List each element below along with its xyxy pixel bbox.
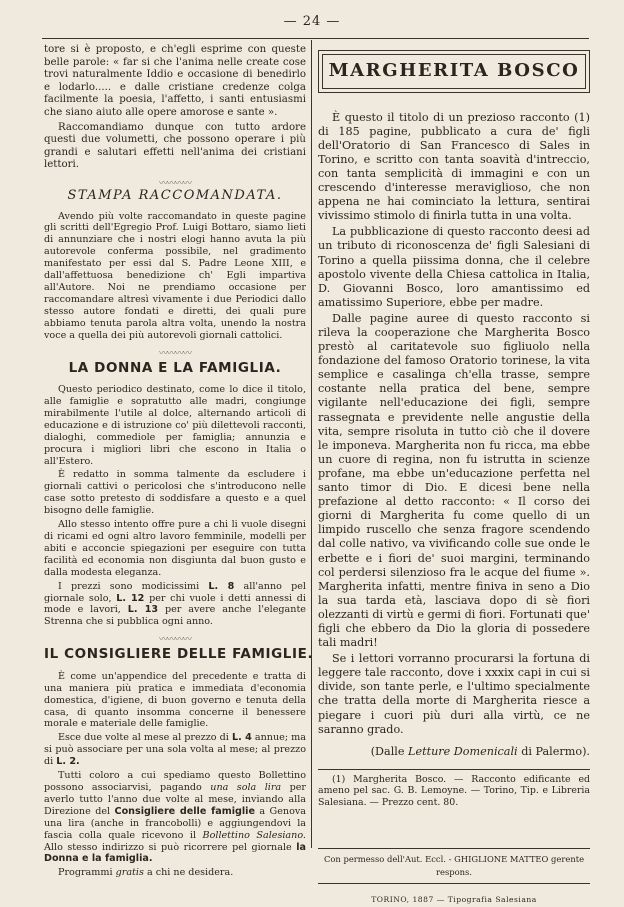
source-attribution xyxy=(318,745,590,759)
text-run: (Dalle xyxy=(370,744,405,758)
intro-paragraph-2: Raccomandiamo dunque con tutto ardore questi due volumetti, che possono operare i più grandi e salutari effetti nell'anima dei cristiani lettori. xyxy=(44,121,306,171)
bold-run: Consigliere delle famiglie xyxy=(114,805,255,817)
stampa-paragraph: Avendo più volte raccomandato in queste pagine gli scritti dell'Egregio Prof. Luigi Bottaro, siamo lieti di annunziare che i nostri elogi hanno avuta la più autorevole conferma possibile, nel gradimento manifestato per essi dal S. Padre Leone XIII, e dall'affettuosa benedizione ch' Egli impartiva all'Autore. Noi ne prendiamo occasione per raccomandare altresì vivamente i due Periodici dallo stesso autore fondati e diretti, dei quali pure abbiamo tenuta parola altra volta, unendo la nostra voce a quella dei più autorevoli giornali cattolici. xyxy=(44,210,306,341)
text-run: per avere anche l'elegante Strenna che si pubblica ogni anno. xyxy=(44,604,306,628)
text-run: a chi ne desidera. xyxy=(146,867,234,879)
article-paragraph-4: Se i lettori vorranno procurarsi la fortuna di leggere tale racconto, dove i xxxix capi in cui si divide, son tante perle, e l'ultimo specialmente che tratta della morte di Margherita riesce a piegare i cuori più duri alla virtù, ce ne saranno grado. xyxy=(318,652,590,736)
text-run: Tutti coloro a cui spediamo questo Bollettino possono associarvisi, pagando xyxy=(44,770,306,793)
text-run: Allo stesso indirizzo si può ricorrere pel giornale xyxy=(44,841,292,853)
printer-imprint: TORINO, 1887 — Tipografia Salesiana xyxy=(371,894,537,904)
text-run: Programmi xyxy=(58,867,113,879)
text-run: per chi vuole i detti annessi di mode e lavori, xyxy=(44,592,306,616)
ornament-divider: 〰〰〰〰 xyxy=(158,348,191,359)
donna-paragraph-2: È redatto in somma talmente da escludere i giornali cattivi o pericolosi che s'introducono nelle case sotto pretesto di soddisfare a questo e a quel bisogno delle famiglie. xyxy=(44,469,306,517)
price: L. 2. xyxy=(56,756,80,768)
text-run: all'anno pel giornale solo, xyxy=(44,580,306,604)
consigliere-paragraph-4 xyxy=(44,867,306,879)
text-run: annue; ma si può associare per una sola volta al mese; al prezzo di xyxy=(44,732,306,768)
donna-heading: LA DONNA E LA FAMIGLIA. xyxy=(68,359,282,376)
ornament-divider: 〰〰〰〰 xyxy=(158,635,191,646)
italic-run: una sola lira xyxy=(210,781,282,793)
text-run: a Genova una lira (anche in francobolli) e aggiungendovi la fascia colla quale ricevono il xyxy=(44,805,306,841)
price: L. 8 xyxy=(208,580,235,592)
article-title: MARGHERITA BOSCO xyxy=(322,54,586,89)
donna-paragraph-4 xyxy=(44,581,306,629)
ornament-divider: 〰〰〰〰 xyxy=(158,178,191,189)
article-paragraph-2: La pubblicazione di questo racconto deesi ad un tributo di riconoscenza de' figli Salesiani di Torino a quella piissima donna, che il celebre apostolo vivente della Chiesa cattolica in Italia, D. Giovanni Bosco, loro amantissimo ed amatissimo Superiore, ebbe per madre. xyxy=(318,225,590,309)
price: L. 13 xyxy=(127,604,159,616)
bold-run: la Donna e la famiglia. xyxy=(44,841,306,865)
article-paragraph-3: Dalle pagine auree di questo racconto si rileva la cooperazione che Margherita Bosco prestò al caritatevole suo figliuolo nella fondazione del famoso Oratorio torinese, la vita semplice e casalinga ch'ella trasse, sempre costante nella pratica del bene, sempre vigilante nell'educazione dei figli, sempre rassegnata e previdente nelle angustie della vita, sempre risoluta in tutto ciò che il dovere le imponeva. Margherita non fu ricca, ma ebbe un cuore di regina, non fu istrutta in scienze profane, ma ebbe un'educazione perfetta nel santo timor di Dio. E dicesi bene nella prefazione al detto racconto: « Il corso dei giorni di Margherita fu come quello di un limpido ruscello che senza fragore scendendo dal colle nativo, va vivificando colle sue onde le erbette e i fiori de' suoi margini, terminando col perdersi silenzioso fra le acque del fiume ». Margherita infatti, mentre finiva in seno a Dio la sua tarda età, lasciava dopo di sè fiori olezzanti di virtù e germi di fiori. Fortunati que' figli che ebbero da Dio la gloria di possedere tali madri! xyxy=(318,311,590,650)
left-column xyxy=(44,44,314,881)
text-run: per averlo tutto l'anno due volte al mese, inviando alla Direzione del xyxy=(44,781,307,817)
italic-run: gratis xyxy=(115,867,144,879)
article-paragraph-1: È questo il titolo di un prezioso racconto (1) di 185 pagine, pubblicato a cura de' figli dell'Oratorio di San Francesco di Sales in Torino, e scritto con tanta soavità d'intreccio, con tanta semplicità di immagini e con un crescendo d'interesse meraviglioso, che non appena ne hai cominciato la lettura, sentirai vivissimo stimolo di finirla tutta in una volta. xyxy=(318,110,590,223)
header-rule xyxy=(42,38,589,39)
intro-paragraph-1: tore si è proposto, e ch'egli esprime con queste belle parole: « far si che l'anima nelle create cose trovi naturalmente Iddio e occasione di benedirlo e lodarlo..... e dalle cristiane credenze colga facilmente la poesia, l'affetto, i santi entusiasmi che siano aiuto alle opere amorose e sante ». xyxy=(44,44,306,118)
italic-run: Letture Domenicali xyxy=(408,744,518,758)
donna-paragraph-3: Allo stesso intento offre pure a chi li vuole disegni di ricami ed ogni altro lavoro femminile, modelli per abiti e acconcie spiegazioni per eseguire con tutta facilità ed economia non disgiunta dal buon gusto e dalla modesta eleganza. xyxy=(44,519,306,578)
price: L. 12 xyxy=(116,592,145,604)
footnote: (1) Margherita Bosco. — Racconto edificante ed ameno pel sac. G. B. Lemoyne. — Torino, Tip. e Libreria Salesiana. — Prezzo cent. 80. xyxy=(318,773,590,808)
text-run: I prezzi sono modicissimi xyxy=(58,580,200,592)
price: L. 4 xyxy=(231,732,252,744)
consigliere-paragraph-3 xyxy=(44,770,306,865)
column-divider xyxy=(311,40,312,848)
text-run: di Palermo). xyxy=(521,744,590,758)
stampa-heading: STAMPA RACCOMANDATA. xyxy=(67,187,283,203)
donna-paragraph-1: Questo periodico destinato, come lo dice il titolo, alle famiglie e sopratutto alle madri, congiunge mirabilmente l'utile al dolce, alternando articoli di educazione e di istruzione co' più dilettevoli racconti, dialoghi, commediole per famiglia; annunzia e procura i migliori libri che escono in Italia o all'Estero. xyxy=(44,384,306,467)
permission-line: Con permesso dell'Aut. Eccl. - GHIGLIONE MATTEO gerente respons. xyxy=(318,848,590,883)
italic-run: Bollettino Salesiano. xyxy=(202,829,306,841)
consigliere-paragraph-1: È come un'appendice del precedente e tratta di una maniera più pratica e immediata d'economia domestica, d'igiene, di buon governo e tenuta della casa, di quanto insomma concerne il benessere morale e materiale delle famiglie. xyxy=(44,670,306,730)
right-column xyxy=(318,44,590,906)
consigliere-heading: IL CONSIGLIERE DELLE FAMIGLIE. xyxy=(44,646,314,663)
text-run: Esce due volte al mese al prezzo di xyxy=(58,732,229,744)
footnote-rule xyxy=(318,769,590,770)
consigliere-paragraph-2 xyxy=(44,732,306,768)
page-number: — 24 — xyxy=(283,14,341,29)
